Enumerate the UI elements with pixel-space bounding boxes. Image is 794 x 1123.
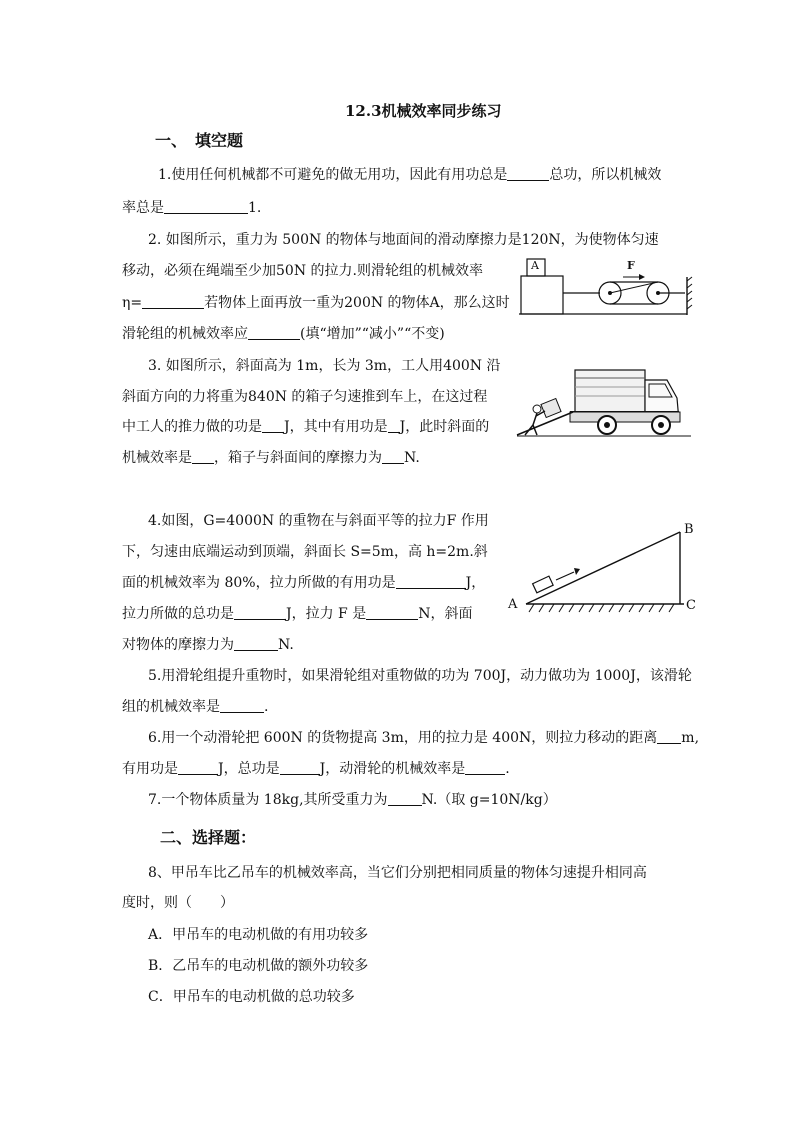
question-2-line-4: 滑轮组的机械效率应 (填“增加”“减小”“不变) bbox=[122, 326, 445, 342]
question-1-line-2: 率总是 1. bbox=[122, 200, 262, 216]
question-3-line-1: 3. 如图所示，斜面高为 1m，长为 3m，工人用400N 沿 bbox=[148, 358, 501, 374]
question-8-line-1: 8、甲吊车比乙吊车的机械效率高，当它们分别把相同质量的物体匀速提升相同高 bbox=[148, 865, 647, 881]
question-2-line-2: 移动，必须在绳端至少加50N 的拉力.则滑轮组的机械效率 bbox=[122, 263, 483, 279]
question-5-line-2: 组的机械效率是 . bbox=[122, 699, 269, 715]
blank[interactable] bbox=[248, 325, 300, 340]
blank[interactable] bbox=[382, 449, 404, 464]
figure-label-b: B bbox=[684, 522, 694, 537]
blank[interactable] bbox=[388, 791, 422, 806]
section-fill-in: 一、 填空题 bbox=[155, 131, 244, 150]
question-5-line-1: 5.用滑轮组提升重物时，如果滑轮组对重物做的功为 700J，动力做功为 1000J，该滑轮 bbox=[148, 668, 692, 684]
question-6-line-2: 有用功是 J，总功是 J，动滑轮的机械效率是 . bbox=[122, 761, 510, 777]
figure-label-a: A bbox=[508, 597, 518, 612]
figure-label-f: F bbox=[627, 259, 635, 272]
question-1-line-1: 1.使用任何机械都不可避免的做无用功，因此有用功总是 总功，所以机械效 bbox=[158, 167, 662, 183]
question-6-line-1: 6.用一个动滑轮把 600N 的货物提高 3m，用的拉力是 400N，则拉力移动的距离 m, bbox=[148, 730, 700, 746]
blank[interactable] bbox=[366, 605, 418, 620]
question-2-line-1: 2. 如图所示，重力为 500N 的物体与地面间的滑动摩擦力是120N，为使物体匀速 bbox=[148, 232, 659, 248]
page-title: 12.3机械效率同步练习 bbox=[345, 102, 502, 120]
incline-figure bbox=[520, 528, 690, 620]
section-multiple-choice: 二、选择题： bbox=[160, 828, 257, 847]
blank[interactable] bbox=[388, 418, 400, 433]
truck-ramp-figure bbox=[515, 365, 695, 440]
blank[interactable] bbox=[234, 636, 278, 651]
question-3-line-2: 斜面方向的力将重为840N 的箱子匀速推到车上，在这过程 bbox=[122, 389, 488, 405]
blank[interactable] bbox=[164, 199, 248, 214]
blank[interactable] bbox=[220, 698, 264, 713]
blank[interactable] bbox=[178, 760, 218, 775]
question-3-line-4: 机械效率是 ，箱子与斜面间的摩擦力为 N. bbox=[122, 450, 420, 466]
blank[interactable] bbox=[657, 729, 681, 744]
question-4-line-5: 对物体的摩擦力为 N. bbox=[122, 637, 294, 653]
question-3-line-3: 中工人的推力做的功是 J，其中有用功是 J，此时斜面的 bbox=[122, 419, 490, 435]
option-c[interactable]: C．甲吊车的电动机做的总功较多 bbox=[148, 989, 355, 1005]
question-7: 7.一个物体质量为 18kg,其所受重力为 N.（取 g=10N/kg） bbox=[148, 792, 557, 808]
figure-label-c: C bbox=[686, 598, 696, 613]
blank[interactable] bbox=[234, 605, 286, 620]
blank[interactable] bbox=[465, 760, 505, 775]
question-4-line-3: 面的机械效率为 80%，拉力所做的有用功是 J， bbox=[122, 575, 486, 591]
option-b[interactable]: B．乙吊车的电动机做的额外功较多 bbox=[148, 958, 369, 974]
question-4-line-4: 拉力所做的总功是 J，拉力 F 是 N，斜面 bbox=[122, 606, 473, 622]
question-4-line-1: 4.如图，G=4000N 的重物在与斜面平等的拉力F 作用 bbox=[148, 513, 489, 529]
question-2-line-3: η= 若物体上面再放一重为200N 的物体A，那么这时 bbox=[122, 295, 510, 311]
figure-label-a: A bbox=[531, 259, 539, 272]
blank[interactable] bbox=[280, 760, 320, 775]
blank[interactable] bbox=[142, 294, 204, 309]
blank[interactable] bbox=[396, 574, 466, 589]
question-4-line-2: 下，匀速由底端运动到顶端，斜面长 S=5m，高 h=2m.斜 bbox=[122, 544, 488, 560]
pulley-figure bbox=[515, 255, 695, 317]
blank[interactable] bbox=[192, 449, 214, 464]
question-8-line-2: 度时，则（ ） bbox=[122, 895, 234, 911]
option-a[interactable]: A．甲吊车的电动机做的有用功较多 bbox=[148, 927, 369, 943]
blank[interactable] bbox=[262, 418, 284, 433]
blank[interactable] bbox=[507, 166, 549, 181]
